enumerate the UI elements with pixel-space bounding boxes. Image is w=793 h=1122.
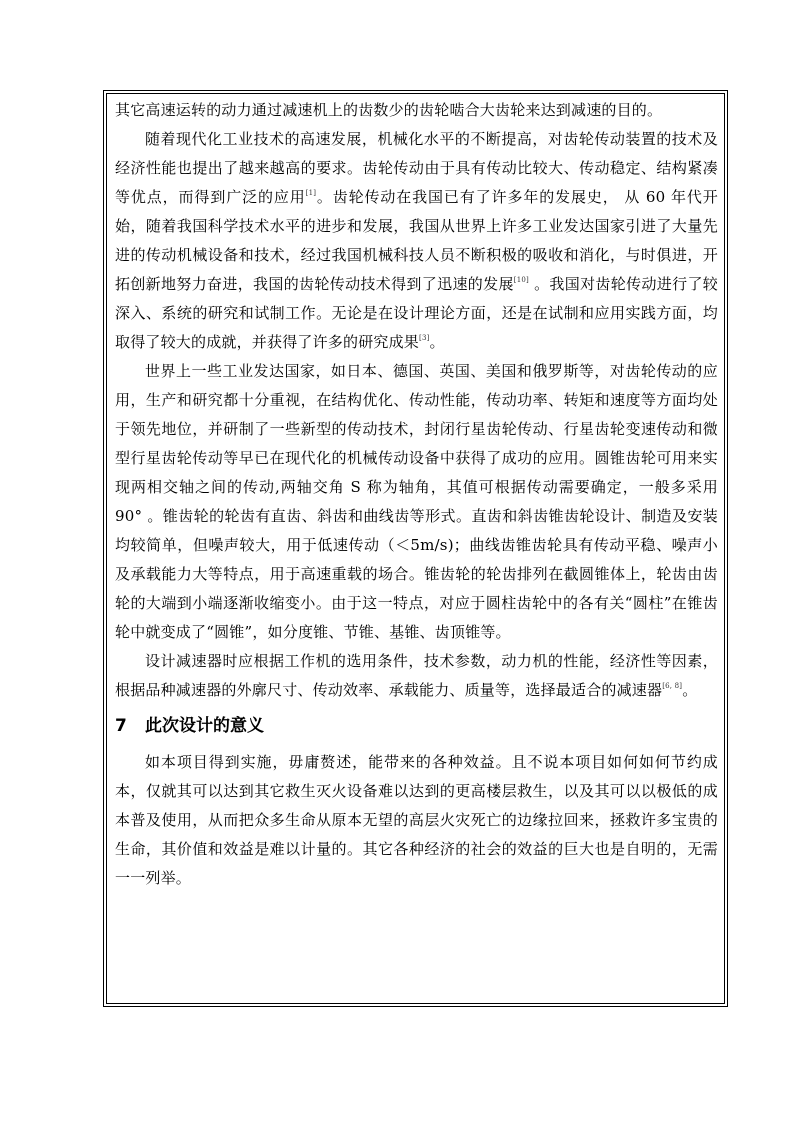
citation-6-8: [6, 8] xyxy=(662,682,683,690)
section-number: 7 xyxy=(115,716,127,736)
paragraph-4 xyxy=(115,647,718,705)
paragraph-4-text-b: 。 xyxy=(682,681,698,699)
section-title: 此次设计的意义 xyxy=(145,716,264,736)
citation-10: [10] xyxy=(513,276,529,284)
section-heading xyxy=(115,712,718,740)
paragraph-2-text-d: 。 xyxy=(429,333,445,351)
paragraph-3: 世界上一些工业发达国家，如日本、德国、英国、美国和俄罗斯等，对齿轮传动的应用，生产和研究都十分重视，在结构优化、传动性能，传动功率、转矩和速度等方面均处于领先地位，并研制了一些新型的传动技术，封闭行星齿轮传动、行星齿轮变速传动和微型行星齿轮传动等早已在现代化的机械传动设备中获得了成功的应用。圆锥齿轮可用来实现两相交轴之间的传动,两轴交角 S 称为轴角，其值可根据传动需要确定，一般多采用 90° 。锥齿轮的轮齿有直齿、斜齿和曲线齿等形式。直齿和斜齿锥齿轮设计、制造及安装均较简单，但噪声较大，用于低速传动（＜5m/s)；曲线齿锥齿轮具有传动平稳、噪声小及承载能力大等特点，用于高速重载的场合。锥齿轮的轮齿排列在截圆锥体上，轮齿由齿轮的大端到小端逐渐收缩变小。由于这一特点，对应于圆柱齿轮中的各有关“圆柱”在锥齿轮中就变成了“圆锥”，如分度锥、节锥、基锥、齿顶锥等。 xyxy=(115,362,718,641)
paragraph-2 xyxy=(115,125,718,357)
citation-1: [1] xyxy=(305,189,317,197)
paragraph-2-text-a: 随着现代化工业技术的高速发展，机械化水平的不断提高，对齿轮传动装置的技术及经济性能也提出了越来越高的要求。齿轮传动由于具有传动比较大、传动稳定、结构紧凑等优点，而得到广泛的应用 xyxy=(115,130,718,206)
paragraph-2-text-c: 。我国对齿轮传动进行了较深入、系统的研究和试制工作。无论是在设计理论方面，还是在试制和应用实践方面，均取得了较大的成就，并获得了许多的研究成果 xyxy=(115,275,718,351)
paragraph-4-text-a: 设计减速器时应根据工作机的选用条件，技术参数，动力机的性能，经济性等因素，根据品种减速器的外廓尺寸、传动效率、承载能力、质量等，选择最适合的减速器 xyxy=(115,652,718,699)
document-body xyxy=(115,96,718,893)
citation-3: [3] xyxy=(419,334,430,342)
paragraph-1: 其它高速运转的动力通过减速机上的齿数少的齿轮啮合大齿轮来达到减速的目的。 xyxy=(115,101,663,119)
paragraph-5: 如本项目得到实施，毋庸赘述，能带来的各种效益。且不说本项目如何如何节约成本，仅就其可以达到其它救生灭火设备难以达到的更高楼层救生，以及其可以以极低的成本普及使用，从而把众多生命从原本无望的高层火灾死亡的边缘拉回来，拯救许多宝贵的生命，其价值和效益是难以计量的。其它各种经济的社会的效益的巨大也是自明的，无需一一列举。 xyxy=(115,753,718,887)
paragraph-2-text-b: 。齿轮传动在我国已有了许多年的发展史， 从 60 年代开始，随着我国科学技术水平的进步和发展，我国从世界上许多工业发达国家引进了大量先进的传动机械设备和技术，经过我国机械科技人员不断积极的吸收和消化，与时俱进，开拓创新地努力奋进，我国的齿轮传动技术得到了迅速的发展 xyxy=(115,188,718,293)
